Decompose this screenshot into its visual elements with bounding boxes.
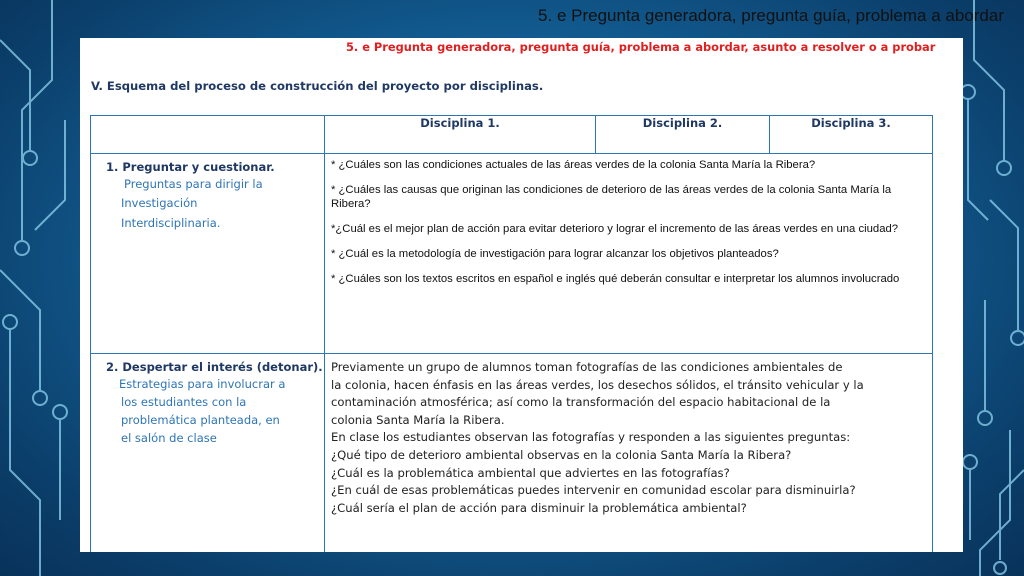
stage-subtitle-line: Interdisciplinaria. — [121, 216, 221, 230]
document-header: 5. e Pregunta generadora, pregunta guía, problema a abordar, asunto a resolver o a probar — [346, 40, 936, 54]
table-row — [91, 354, 933, 553]
stage-subtitle-line: Estrategias para involucrar a — [119, 377, 286, 391]
paragraph-line: colonia Santa María la Ribera. — [331, 412, 505, 427]
stage-title: 1. Preguntar y cuestionar. — [106, 160, 275, 174]
question-text: * ¿Cuáles son las condiciones actuales de las áreas verdes de la colonia Santa María la Ribera? — [331, 159, 816, 171]
strategy-cell — [325, 354, 933, 553]
document-page — [80, 38, 963, 552]
stage-subtitle-line: Preguntas para dirigir la — [124, 177, 263, 191]
paragraph-line: En clase los estudiantes observan las fotografías y responden a las siguientes preguntas: — [331, 430, 851, 445]
table-row — [91, 154, 933, 354]
question-text: * ¿Cuál es la metodología de investigación para lograr alcanzar los objetivos planteados? — [331, 248, 779, 260]
paragraph-line: ¿En cuál de esas problemáticas puedes intervenir en comunidad escolar para disminuirla? — [331, 483, 856, 498]
paragraph-line: ¿Cuál es la problemática ambiental que adviertes en las fotografías? — [331, 465, 730, 480]
paragraph-line: Previamente un grupo de alumnos toman fotografías de las condiciones ambientales de — [331, 360, 843, 374]
table-header-row — [91, 116, 933, 154]
slide-title: 5. e Pregunta generadora, pregunta guía, problema a abordar — [538, 6, 1004, 25]
paragraph-line: contaminación atmosférica; así como la transformación del espacio habitacional de la — [331, 395, 831, 410]
stage-subtitle-line: los estudiantes con la — [121, 395, 247, 409]
questions-cell — [325, 154, 933, 354]
paragraph-line: la colonia, hacen énfasis en las áreas verdes, los desechos sólidos, el tránsito vehicular y la — [331, 377, 864, 392]
project-scheme-table — [90, 115, 933, 552]
section-title: V. Esquema del proceso de construcción del proyecto por disciplinas. — [91, 79, 544, 93]
question-text: * ¿Cuáles son los textos escritos en español e inglés qué deberán consultar e interpretar los alumnos involucrado — [331, 273, 900, 285]
stage-title: 2. Despertar el interés (detonar). — [106, 360, 323, 374]
column-header-disciplina-1: Disciplina 1. — [325, 116, 596, 154]
stage-subtitle-line: problemática planteada, en — [121, 413, 280, 427]
stage-subtitle-line: el salón de clase — [121, 431, 217, 445]
table-corner-cell — [91, 116, 325, 154]
row-label-cell — [91, 154, 325, 354]
paragraph-line: ¿Cuál sería el plan de acción para disminuir la problemática ambiental? — [331, 500, 747, 515]
row-label-cell — [91, 354, 325, 553]
stage-subtitle-line: Investigación — [121, 196, 198, 210]
column-header-disciplina-2: Disciplina 2. — [596, 116, 770, 154]
question-text: * ¿Cuáles las causas que originan las condiciones de deterioro de las áreas verdes de la colonia Santa María la Ribera? — [331, 184, 892, 210]
question-text: *¿Cuál es el mejor plan de acción para evitar deterioro y lograr el incremento de las áreas verdes en una ciudad? — [331, 223, 899, 235]
column-header-disciplina-3: Disciplina 3. — [770, 116, 933, 154]
paragraph-line: ¿Qué tipo de deterioro ambiental observas en la colonia Santa María la Ribera? — [331, 447, 792, 462]
